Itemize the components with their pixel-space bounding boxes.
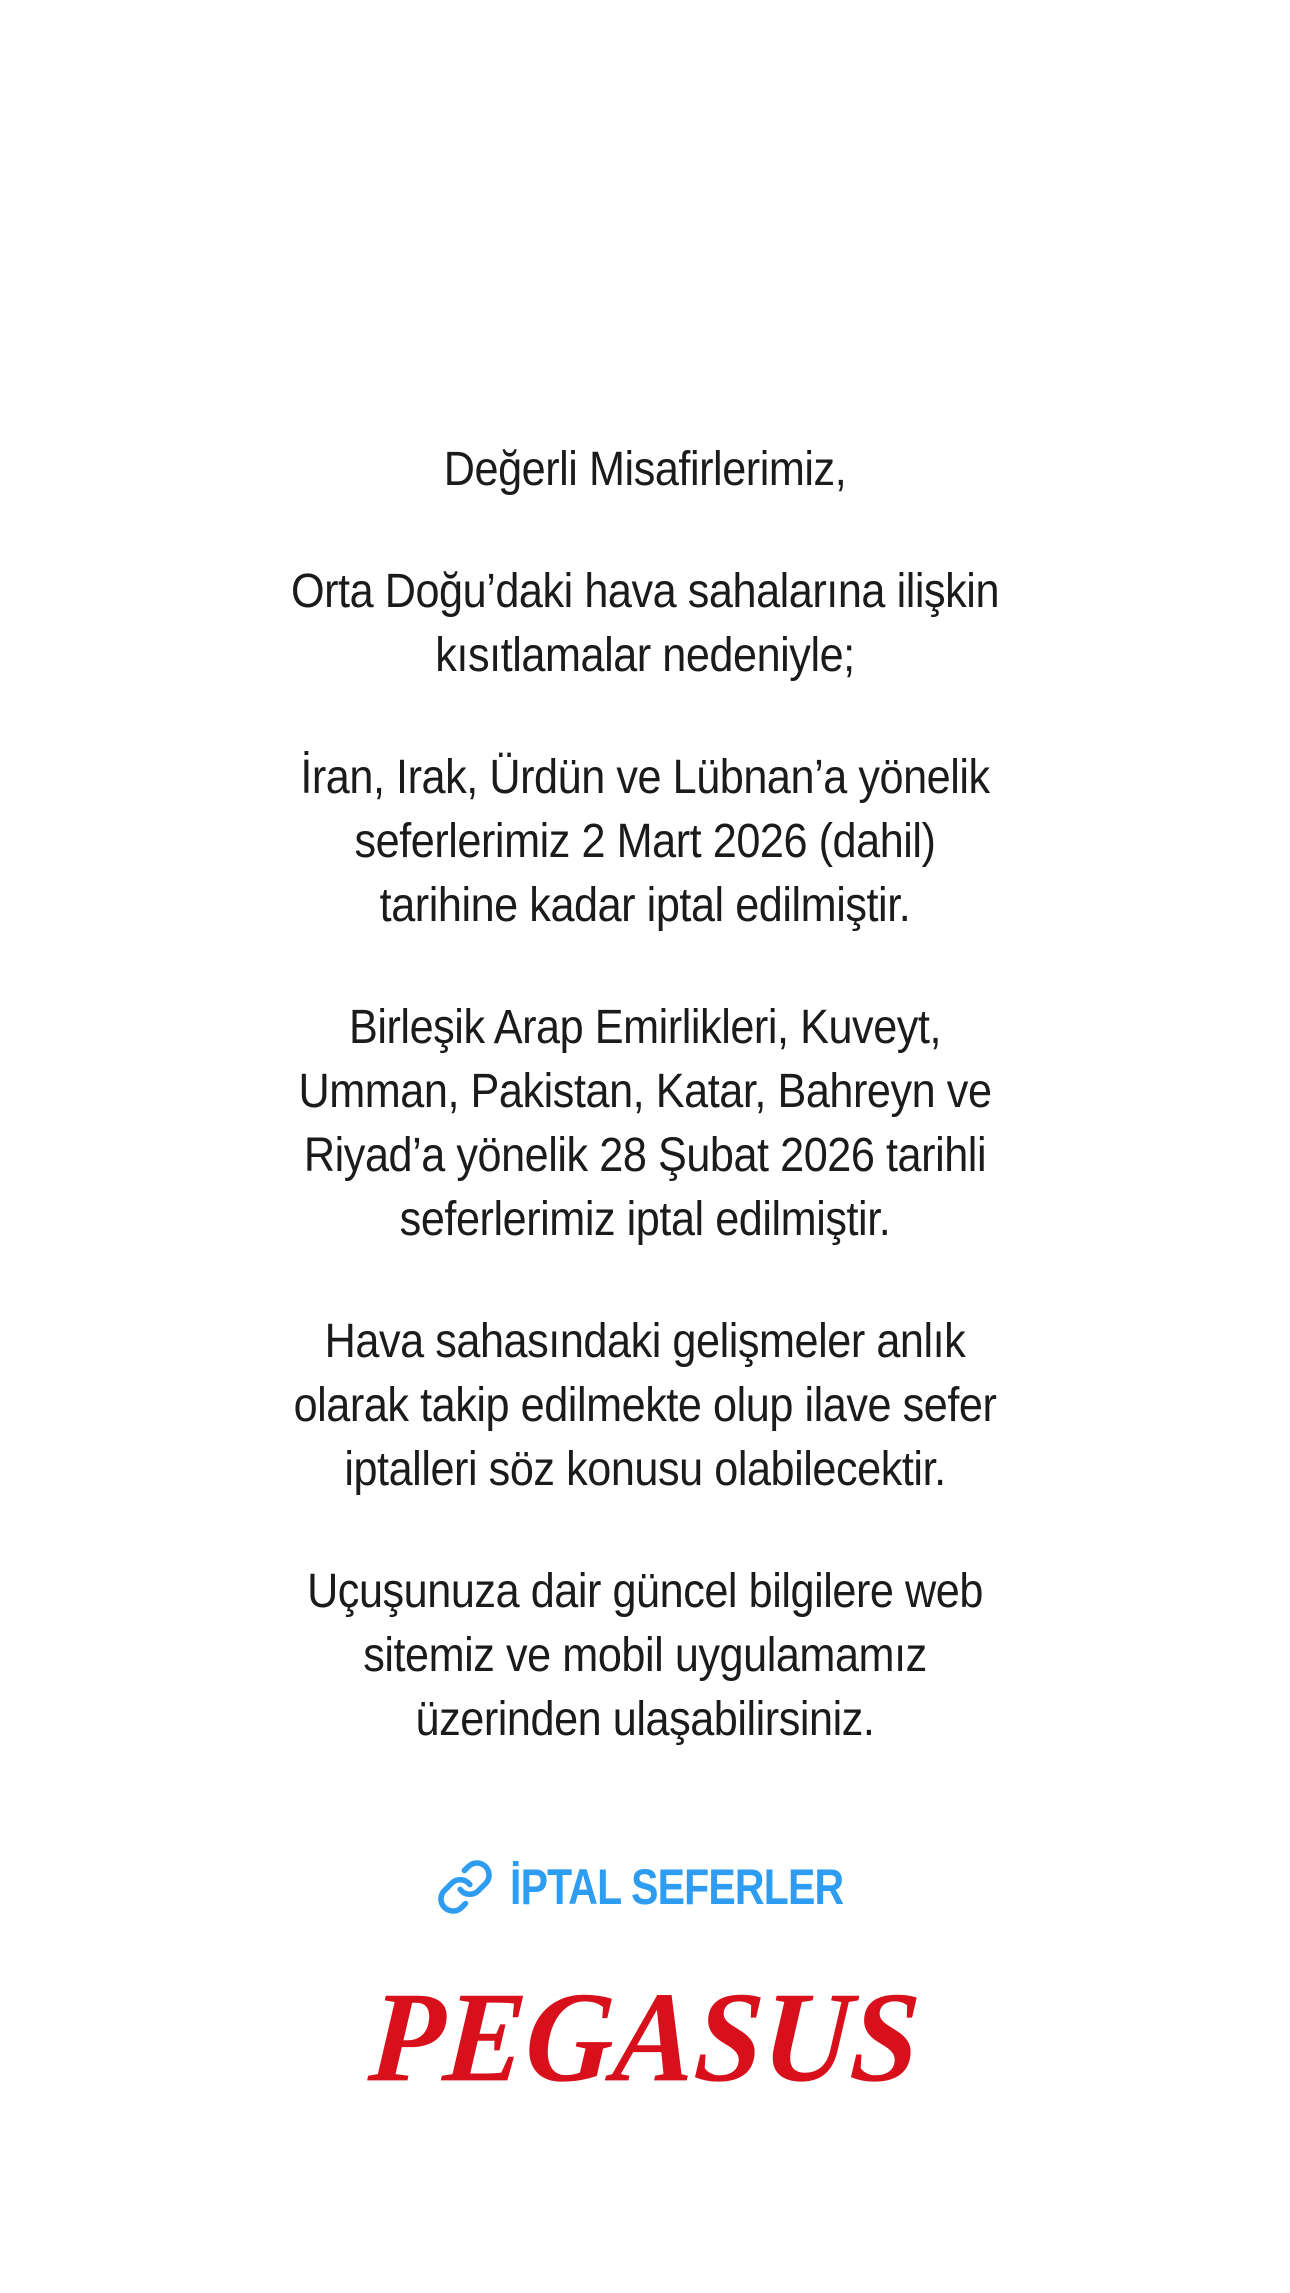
paragraph-line: sitemiz ve mobil uygulamamız bbox=[363, 1629, 927, 1682]
paragraph-line: kısıtlamalar nedeniyle; bbox=[435, 629, 855, 682]
pegasus-logo-text: PEGASUS bbox=[365, 1965, 925, 2110]
cancelled-flights-link[interactable] bbox=[0, 1852, 1290, 1922]
paragraph-line: Umman, Pakistan, Katar, Bahreyn ve bbox=[298, 1065, 992, 1118]
paragraph-line: seferlerimiz iptal edilmiştir. bbox=[399, 1193, 891, 1246]
paragraph-line: iptalleri söz konusu olabilecektir. bbox=[344, 1443, 946, 1496]
greeting bbox=[65, 438, 1226, 502]
greeting-line: Değerli Misafirlerimiz, bbox=[443, 443, 847, 496]
notice-paragraph-gulf bbox=[65, 996, 1226, 1252]
paragraph-line: Riyad’a yönelik 28 Şubat 2026 tarihli bbox=[303, 1129, 987, 1182]
paragraph-line: Uçuşunuza dair güncel bilgilere web bbox=[307, 1565, 983, 1618]
notice-paragraph-iran-iraq bbox=[65, 746, 1226, 938]
notice-paragraph-info bbox=[65, 1560, 1226, 1752]
notice-text bbox=[65, 438, 1226, 1752]
paragraph-line: tarihine kadar iptal edilmiştir. bbox=[379, 879, 911, 932]
paragraph-line: Orta Doğu’daki hava sahalarına ilişkin bbox=[290, 565, 1000, 618]
pegasus-logo bbox=[0, 1965, 1290, 2110]
cancelled-flights-link-label: İPTAL SEFERLER bbox=[509, 1859, 844, 1915]
link-icon bbox=[436, 1858, 494, 1916]
paragraph-line: İran, Irak, Ürdün ve Lübnan’a yönelik bbox=[300, 751, 990, 804]
paragraph-line: üzerinden ulaşabilirsiniz. bbox=[415, 1693, 875, 1746]
paragraph-line: Birleşik Arap Emirlikleri, Kuveyt, bbox=[348, 1001, 942, 1054]
paragraph-line: seferlerimiz 2 Mart 2026 (dahil) bbox=[354, 815, 936, 868]
paragraph-line: Hava sahasındaki gelişmeler anlık bbox=[324, 1315, 966, 1368]
paragraph-line: olarak takip edilmekte olup ilave sefer bbox=[293, 1379, 997, 1432]
notice-paragraph-airspace bbox=[65, 560, 1226, 688]
notice-paragraph-monitoring bbox=[65, 1310, 1226, 1502]
